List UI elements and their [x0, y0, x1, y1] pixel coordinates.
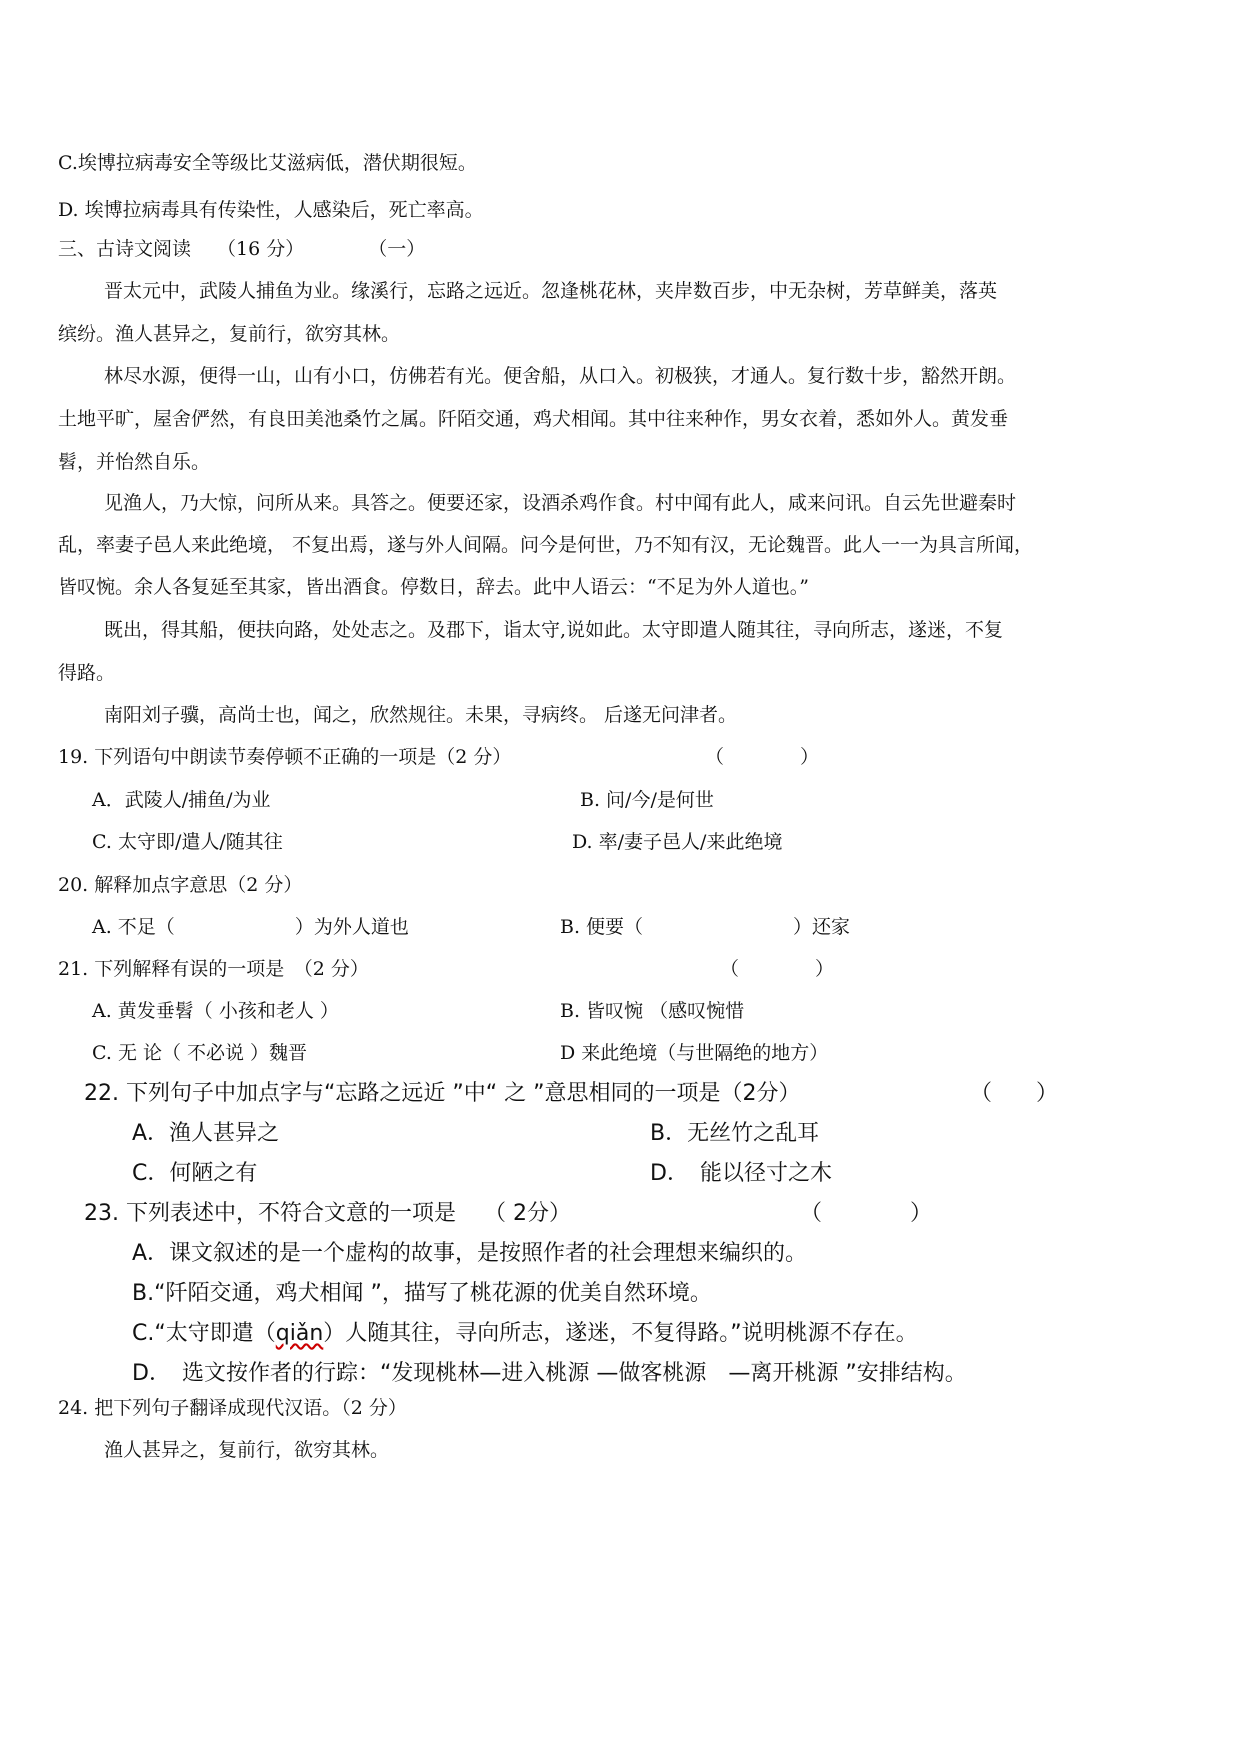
- q19-stem: 19. 下列语句中朗读节奏停顿不正确的一项是（2 分）: [58, 746, 512, 768]
- q19-option-b: B. 问/今/是何世: [580, 789, 714, 811]
- section-part: （一）: [368, 238, 426, 260]
- section-score: （16 分）: [217, 238, 305, 260]
- passage-p1-line1: 晋太元中，武陵人捕鱼为业。缘溪行，忘路之远近。忽逢桃花林，夹岸数百步，中无杂树，芳草鲜美，落英: [104, 280, 998, 302]
- q22-answer-bracket[interactable]: （ ）: [970, 1081, 1059, 1106]
- q23-option-a: A．课文叙述的是一个虚构的故事，是按照作者的社会理想来编织的。: [132, 1241, 808, 1266]
- q23-option-c: [132, 1318, 918, 1350]
- q23-option-d: D． 选文按作者的行踪：“发现桃林—进入桃源 —做客桃源 —离开桃源 ”安排结构。: [132, 1361, 967, 1386]
- section-heading: [58, 235, 425, 263]
- q21-option-a: A. 黄发垂髫（ 小孩和老人 ）: [92, 1000, 339, 1022]
- passage-p2-line3: 髫，并怡然自乐。: [58, 451, 211, 473]
- q20-item-a: [92, 913, 409, 941]
- passage-p2-line1: 林尽水源，便得一山，山有小口，仿佛若有光。便舍船，从口入。初极狭，才通人。复行数十步，豁然开朗。: [104, 365, 1017, 387]
- q22-option-b: B．无丝竹之乱耳: [650, 1121, 820, 1146]
- passage-p3-line2: 乱，率妻子邑人来此绝境， 不复出焉，遂与外人间隔。问今是何世，乃不知有汉，无论魏晋。此人一一为具言所闻，: [58, 534, 1034, 556]
- q20-item-b: [560, 913, 850, 941]
- q23-answer-bracket[interactable]: （ ）: [800, 1201, 933, 1226]
- passage-p2-line2: 土地平旷，屋舍俨然，有良田美池桑竹之属。阡陌交通，鸡犬相闻。其中往来种作，男女衣着，悉如外人。黄发垂: [58, 408, 1009, 430]
- q20-a-prefix: A. 不足（: [92, 916, 175, 938]
- q19-option-c: C. 太守即/遣人/随其往: [92, 831, 283, 853]
- q18-option-c: C.埃博拉病毒安全等级比艾滋病低，潜伏期很短。: [58, 152, 477, 174]
- passage-p4-line1: 既出，得其船，便扶向路，处处志之。及郡下，诣太守,说如此。太守即遣人随其往，寻向所志，遂迷，不复: [104, 619, 1004, 641]
- q18-option-d: D. 埃博拉病毒具有传染性，人感染后，死亡率高。: [58, 199, 484, 221]
- q23-c-pinyin: qiǎn: [275, 1321, 324, 1346]
- q23-stem: [84, 1198, 571, 1230]
- q20-b-suffix: ）还家: [793, 916, 851, 938]
- passage-p3-line3: 皆叹惋。余人各复延至其家，皆出酒食。停数日，辞去。此中人语云：“不足为外人道也。”: [58, 576, 809, 598]
- passage-p5-line1: 南阳刘子骥，高尚士也，闻之，欣然规往。未果，寻病终。 后遂无问津者。: [104, 704, 738, 726]
- q20-b-prefix: B. 便要（: [560, 916, 644, 938]
- q21-answer-bracket[interactable]: （ ）: [720, 958, 835, 980]
- q22-stem: 22. 下列句子中加点字与“忘路之远近 ”中“ 之 ”意思相同的一项是（2分）: [84, 1081, 801, 1106]
- passage-p3-line1: 见渔人，乃大惊，问所从来。具答之。便要还家，设酒杀鸡作食。村中闻有此人，咸来问讯。自云先世避秦时: [104, 492, 1017, 514]
- q23-c-suffix: ）人随其往，寻向所志，遂迷，不复得路。”说明桃源不存在。: [323, 1321, 918, 1346]
- q20-stem: 20. 解释加点字意思（2 分）: [58, 874, 303, 896]
- q19-option-d: D. 率/妻子邑人/来此绝境: [572, 831, 783, 853]
- q24-stem: 24. 把下列句子翻译成现代汉语。（2 分）: [58, 1397, 407, 1419]
- q22-option-a: A．渔人甚异之: [132, 1121, 280, 1146]
- q19-option-a: A．武陵人/捕鱼/为业: [92, 789, 271, 811]
- passage-p1-line2: 缤纷。渔人甚异之，复前行，欲穷其林。: [58, 323, 401, 345]
- q23-option-b: B.“阡陌交通，鸡犬相闻 ”，描写了桃花源的优美自然环境。: [132, 1281, 712, 1306]
- section-title: 三、古诗文阅读: [58, 238, 192, 260]
- passage-p4-line2: 得路。: [58, 662, 116, 684]
- q22-option-d: D． 能以径寸之木: [650, 1161, 832, 1186]
- q21-option-b: B. 皆叹惋 （感叹惋惜: [560, 1000, 745, 1022]
- q19-answer-bracket[interactable]: （ ）: [705, 746, 820, 768]
- q21-option-c: C. 无 论（ 不必说 ）魏晋: [92, 1042, 308, 1064]
- q24-sentence: 渔人甚异之，复前行，欲穷其林。: [104, 1439, 390, 1461]
- q21-stem: 21. 下列解释有误的一项是 （2 分）: [58, 958, 369, 980]
- q21-option-d: D 来此绝境（与世隔绝的地方）: [560, 1042, 829, 1064]
- q23-c-prefix: C.“太守即遣（: [132, 1321, 276, 1346]
- q23-score: （ 2分）: [483, 1201, 571, 1226]
- q23-stem-text: 23. 下列表述中，不符合文意的一项是: [84, 1201, 456, 1226]
- q20-a-suffix: ）为外人道也: [294, 916, 409, 938]
- q22-option-c: C．何陋之有: [132, 1161, 258, 1186]
